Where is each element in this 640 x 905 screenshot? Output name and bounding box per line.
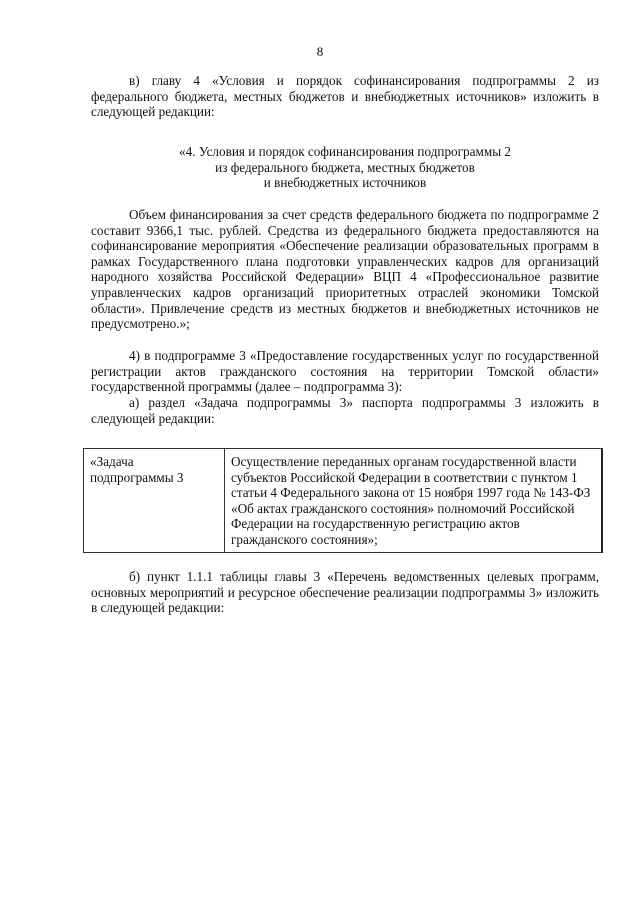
paragraph-subprogram-3: 4) в подпрограмме 3 «Предоставление государственных услуг по государственной регистрации актов гражданского состояния на территории Томской области» государственной программы (далее – подпрограмма 3): <box>91 348 599 395</box>
heading-line-3: и внебюджетных источников <box>263 175 427 191</box>
table-cell-content: Осуществление переданных органам государственной власти субъектов Российской Федерации в соответствии с пунктом 1 статьи 4 Федерального закона от 15 ноября 1997 года № 143-ФЗ «Об актах гражданского состояния» полномочий Российской Федерации на государственную регистрацию актов гражданского состояния»; <box>225 449 603 553</box>
heading-line-1: «4. Условия и порядок софинансирования подпрограммы 2 <box>179 144 511 159</box>
paragraph-item-1-1-1: б) пункт 1.1.1 таблицы главы 3 «Перечень ведомственных целевых программ, основных мероприятий и ресурсное обеспечение реализации подпрограммы 3» изложить в следующей редакции: <box>91 569 599 616</box>
paragraph-financing-volume: Объем финансирования за счет средств федерального бюджета по подпрограмме 2 составит 9366,1 тыс. рублей. Средства из федерального бюджета предоставляются на софинансирование мероприятия «Обеспечение реализации образовательных программ в рамках Государственного плана подготовки управленческих кадров для организаций народного хозяйства Российской Федерации» ВЦП 4 «Профессиональное развитие управленческих кадров организаций приоритетных отраслей экономики Томской области». Привлечение средств из местных бюджетов и внебюджетных источников не предусмотрено.»; <box>91 207 599 332</box>
table-row <box>84 449 603 553</box>
task-table <box>83 448 603 553</box>
page-number: 8 <box>316 44 324 59</box>
section-heading <box>91 144 599 191</box>
paragraph-section-task: а) раздел «Задача подпрограммы 3» паспорта подпрограммы 3 изложить в следующей редакции: <box>91 395 599 426</box>
paragraph-chapter-4-amendment: в) главу 4 «Условия и порядок софинансирования подпрограммы 2 из федерального бюджета, местных бюджетов и внебюджетных источников» изложить в следующей редакции: <box>91 73 599 120</box>
table-cell-label: «Задача подпрограммы 3 <box>84 449 225 553</box>
heading-line-2: из федерального бюджета, местных бюджетов <box>215 159 475 175</box>
